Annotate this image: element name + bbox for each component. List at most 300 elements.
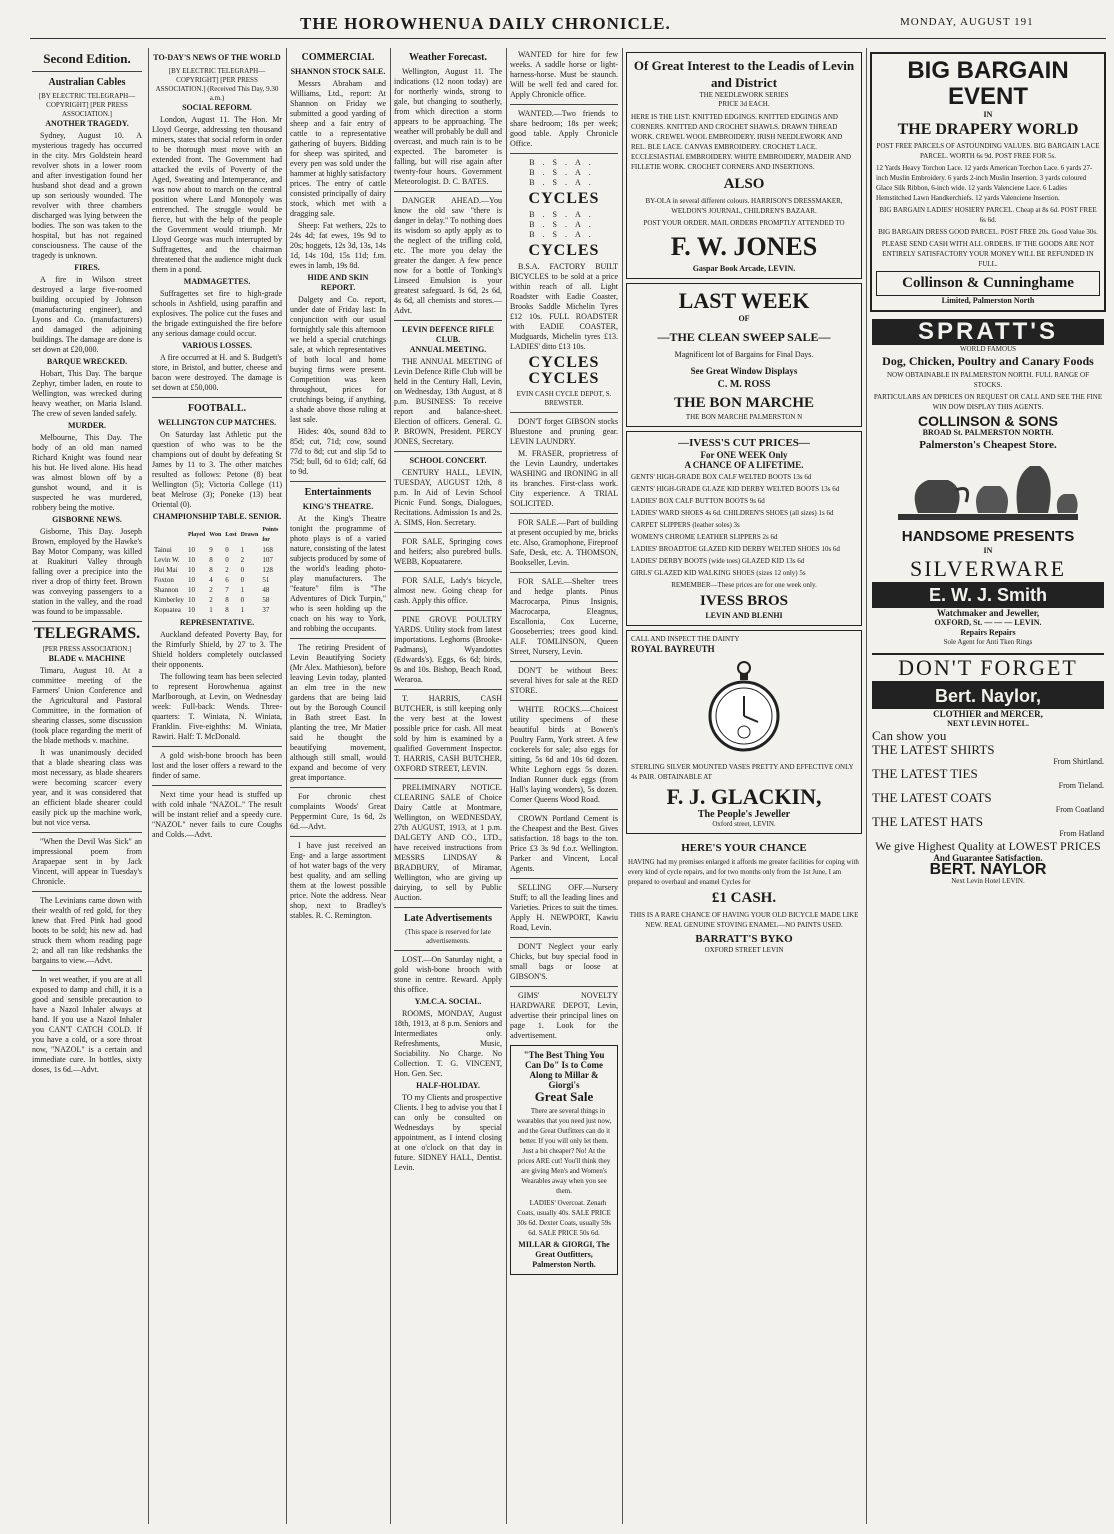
table-cell: 6 (225, 576, 229, 584)
story-text: The retiring President of Levin Beautifying Society (Mr Alex. Mathieson), before leaving Levin today, planted an elm tree in the new gardens that are being laid out by the Borough Council in Bath street East. In planting the tree, Mr Matier said he thought the beautifying movement, although still small, would expand and become of very great importance. (290, 643, 386, 782)
ad-text: POST YOUR ORDER. MAIL ORDERS PROMPTLY ATTENDED TO (643, 219, 845, 227)
ad-headline: ROYAL BAYREUTH (631, 644, 715, 654)
table-cell: 8 (225, 596, 229, 604)
table-cell: 58 (262, 596, 270, 604)
column-rule (622, 48, 623, 1524)
classified-ad: FOR SALE.—Shelter trees and hedge plants. Pinus Macrocarpa, Pinus Insignis, Macrocarpa, Eleagnus, Escallonia, Cox Lucerne, Gooseberries; trees good kind. ALF. TOMLINSON, Queen Street, Nursery, Levin. (510, 577, 618, 656)
table-cell: 0 (225, 546, 229, 554)
edition-heading: Second Edition. (43, 51, 131, 66)
line-origin: From Shirtland. (1053, 757, 1104, 766)
ad-title: BIG BARGAIN EVENT (907, 57, 1069, 110)
ad-text: CALL AND INSPECT THE DAINTY (631, 635, 740, 643)
line-item: THE LATEST TIES (872, 766, 978, 781)
story-text: Wellington, August 11. The indications (12 noon today) are for northerly winds, strong to gale, but changing to southerly, from which direction a storm appears to be approaching. The weather will probably be dull and overcast, and much rain is to be expected. The barometer is falling, but will rise again after twenty-four hours. Government Meteorologist. D. C. BATES. (394, 67, 502, 186)
story-text: Hides: 40s, sound 83d to 85d; cut, 71d; cow, sound 77d to 8d; cut and slip 5d to 75d; bull, 6d to 61d; calf, 6d to 9d. (290, 427, 386, 476)
divider (510, 878, 618, 879)
divider (290, 638, 386, 639)
ad-text: Magnificent lot of Bargains for Final Days. (674, 350, 814, 359)
price-item: GIRLS' GLAZED KID WALKING SHOES (sizes 12 only) 5s (631, 569, 806, 577)
table-header: Points for (262, 527, 279, 543)
divider (510, 661, 618, 662)
section-heading: Entertainments (304, 487, 372, 498)
table-title: CHAMPIONSHIP TABLE. SENIOR. (152, 512, 282, 521)
story-heading: MADMAGETTES. (183, 277, 251, 286)
column-world-news (152, 48, 282, 1524)
notice-heading: HALF-HOLIDAY. (416, 1081, 480, 1090)
table-cell: 10 (187, 566, 195, 574)
table-row (152, 575, 282, 585)
cycle-depot: EVIN CASH CYCLE DEPOT, S. BREWSTER. (516, 390, 612, 407)
table-cell: 10 (187, 606, 195, 614)
table-cell (280, 605, 282, 615)
story-text: It was unanimously decided that a blade shearing class was most necessary, as blade shearers were becoming scarcer every year, and it was considered that an efficient blade shearer could easily pick up the machine work, but not vice versa. (32, 748, 142, 827)
ad-merchant: COLLINSON & SONS (917, 413, 1058, 429)
column-classifieds (510, 48, 618, 1524)
ad-text: HAVING had my premises enlarged it affords me greater facilities for coping with every kind of cycle repairs, and for two months only from the 1st June, I am prepared to overhaul and enamel Cycles for (628, 858, 859, 886)
column-rule (866, 48, 867, 1524)
divider (394, 451, 502, 452)
line-item: THE LATEST COATS (872, 790, 992, 805)
notice-heading: LEVIN DEFENCE RIFLE CLUB. (401, 325, 494, 344)
story-text: DANGER AHEAD.—You know the old saw "there is danger in delay." To nothing does its wisdom so aptly apply as to the neglect of the trifling cold, etc. The more you delay the greater the danger. A few pence now for a bottle of Tonking's Linseed Emulsion is your greatest safeguard. Is 6d, 2s 6d, 4s 6d, all chemists and stores.—Advt. (394, 196, 502, 315)
big-bargain-ad (870, 52, 1106, 312)
table-cell (280, 565, 282, 575)
table-cell: Kopuatea (154, 606, 181, 614)
divider (510, 700, 618, 701)
price-item: WOMEN'S CHROME LEATHER SLIPPERS 2s 6d (631, 533, 778, 541)
ad-title: —IVESS'S CUT PRICES— (678, 437, 810, 449)
great-sale-ad (510, 1045, 618, 1275)
divider (394, 320, 502, 321)
ad-text: And Guarantee Satisfaction. (933, 853, 1043, 863)
table-row (152, 555, 282, 565)
ad-of: OF (738, 314, 750, 323)
story-heading: WELLINGTON CUP MATCHES. (157, 418, 277, 427)
classified-ad: WANTED for hire for few weeks. A saddle horse or light-harness-horse. Must be staunch. Will be well fed and cared for. Apply Chronicle office. (510, 50, 618, 99)
ad-sub: Repairs Repairs (960, 628, 1016, 637)
ad-address: BROAD St. PALMERSTON NORTH. (922, 428, 1054, 437)
naylor-clothier-ad (870, 650, 1106, 889)
table-cell: Hui Mai (154, 566, 178, 574)
table-cell: 8 (209, 556, 213, 564)
classified-ad: PRELIMINARY NOTICE. CLEARING SALE of Choice Dairy Cattle at Montmare, Wellington, on WEDNESDAY, 27th AUGUST, 1913, at 1 p.m. DALGETY AND CO., LTD., have received instructions from MESSRS LINDSAY & BRADBURY, of Miramar, Wellington, who are giving up dairying, to sell by Public Auction. (394, 783, 502, 902)
classified-ad: WHITE ROCKS.—Choicest utility specimens of these beautiful birds at Bowen's Poultry Farm, York street. A few cockerels for sale; also eggs for sitting, 5s 6d and 10s 6d dozen. White Leghorn eggs 5s dozen. Indian Runner duck eggs (from Hall's laying wonders), 5s dozen. Corner Queens Wood Road. (510, 705, 618, 804)
divider (394, 610, 502, 611)
divider (152, 397, 282, 398)
masthead-rule (30, 38, 1106, 39)
story-heading: MURDER. (68, 421, 106, 430)
ad-address: Oxford street, LEVIN. (712, 820, 776, 828)
table-cell (280, 585, 282, 595)
table-cell (280, 545, 282, 555)
ad-sub: CLOTHIER and MERCER, (933, 709, 1043, 719)
table-cell: 1 (240, 606, 245, 614)
notice-text: CENTURY HALL, LEVIN, TUESDAY, AUGUST 12th, 8 p.m. In Aid of Levin School Picnic Fund. Songs, Dialogues, Recitations. Admission 1s and 2s. A. SIMS, Hon. Secretary. (394, 468, 502, 527)
table-cell: Kimberley (154, 596, 184, 604)
cycles-heading: CYCLES (528, 354, 600, 371)
table-row (152, 545, 282, 555)
ad-text: REMEMBER—These prices are for one week only. (671, 581, 817, 589)
ad-title: SPRATT'S (872, 319, 1104, 345)
table-cell (280, 555, 282, 565)
table-cell: 107 (262, 556, 273, 564)
ad-merchant: Bert. Naylor, (872, 683, 1104, 709)
ad-headline: —THE CLEAN SWEEP SALE— (657, 330, 831, 344)
divider (510, 937, 618, 938)
column-rule (148, 48, 149, 1524)
cycles-heading: CYCLES (528, 190, 600, 207)
ad-store: THE BON MARCHE (673, 395, 814, 411)
table-cell: Levin W. (154, 556, 180, 564)
table-cell: 2 (225, 566, 229, 574)
table-cell: Shannon (154, 586, 179, 594)
column-rule (506, 48, 507, 1524)
table-cell: 4 (209, 576, 213, 584)
ad-list: 12 Yards Heavy Torchon Lace. 12 yards American Torchon Lace. 6 yards 27-inch Muslin Embroidery. 6 yards 2-inch Muslin Insertion. 3 yards coloured Glace Silk Ribbon, 6-inch wide. 12 yards Valenciene Lace. 6 Ladies Hemstitched Lawn Handkerchiefs. 12 yards Valenciene Insertion. (876, 164, 1093, 202)
table-cell: 10 (187, 576, 195, 584)
notice-heading: ANNUAL MEETING. (409, 345, 487, 354)
classified-ad: T. HARRIS, CASH BUTCHER, is still keeping only the very best at the lowest possible price for cash. All meat sold by him is examined by a qualified Government Inspector. T. HARRIS, CASH BUTCHER, OXFORD STREET, LEVIN. (394, 694, 502, 773)
bsa-line: B.S.A. B.S.A. B.S.A. (529, 210, 599, 239)
table-cell: 0 (240, 576, 245, 584)
story-text: In wet weather, if you are at all exposed to damp and chill, it is a good and sensible precaution to have a Nazol Inhaler always at hand. If you use a Nazol Inhaler you CAN'T CATCH COLD. If you have a cold, or a sore throat now, "NAZOL" is a certain and immediate cure. In bottles, sixty doses, 1s 6d.—Advt. (32, 975, 142, 1074)
story-text: A fire in Wilson street destroyed a large five-roomed building occupied by Johnson (manufacturing engineer), and Lyons and Co. (manufacturers) and damaged the adjoining buildings. The damage are done is set down at £20,000. (32, 275, 142, 354)
notice-text: ROOMS, MONDAY, August 18th, 1913, at 8 p.m. Seniors and Intermediates only. Refreshments, Music, Sociability. No Charge. No Collection. T. G. VINCENT, Hon. Gen. Sec. (394, 1009, 502, 1078)
price-list (631, 472, 857, 578)
classified-ad: WANTED.—Two friends to share bedroom; 18s per week; good table. Apply Chronicle Office. (510, 109, 618, 148)
table-cell: 2 (240, 556, 245, 564)
ad-text: LADIES' Overcoat. Zenarh Coats, usually 40s. SALE PRICE 30s 6d. Dexter Coats, usually 59s 6d. SALE PRICE 50s 6d. (517, 1199, 611, 1237)
ad-title: Great Sale (534, 1089, 594, 1104)
naylor-lines (872, 743, 1104, 839)
column-weather-notices (394, 48, 502, 1524)
table-cell: Tainui (154, 546, 172, 554)
table-cell: 0 (225, 556, 229, 564)
ad-text: PARTICULARS AN DPRICES ON REQUEST OR CALL AND SEE THE FINE WIN DOW DISPLAY THIS AGENTS. (873, 393, 1103, 411)
line-origin: From Hatland (1059, 829, 1104, 838)
section-heading: TO-DAY'S NEWS OF THE WORLD (153, 53, 281, 62)
story-text: Suffragettes set fire to high-grade schools in Ashfield, using paraffin and explosives. The police cut the fuses and the brigade extinguished the fire before any serious damage could occur. (152, 289, 282, 338)
ad-address: NEXT LEVIN HOTEL. (947, 719, 1029, 728)
table-cell (280, 575, 282, 585)
cycles-heading: CYCLES (528, 242, 600, 259)
classified-ad: DON'T forget GIBSON stocks Bluestone and pruning gear. LEVIN LAUNDRY. (510, 417, 618, 446)
story-heading: FIRES. (74, 263, 100, 272)
classified-ad: FOR SALE, Lady's bicycle, almost new. Going cheap for cash. Apply this office. (394, 576, 502, 605)
table-cell: 0 (240, 566, 245, 574)
table-cell: Foxton (154, 576, 174, 584)
classified-ad: DON'T Neglect your early Chicks, but buy special food in small bags or loose at GIBSON'S. (510, 942, 618, 981)
table-cell: 10 (187, 556, 195, 564)
ad-title: Of Great Interest to the Leadis of Levin and District (633, 58, 855, 90)
ad-text: There are several things in wearables that you need just now, and the Great Outfitters can do it better. If you will only let them. Just a bit cheaper? No! At the prices ARE cut! You'll think they are giving Men's and Women's Wearables away when you see them. (516, 1107, 612, 1195)
ad-address: OXFORD STREET LEVIN (704, 946, 784, 954)
divider (394, 689, 502, 690)
table-header: Won (209, 532, 222, 538)
ad-sub: A CHANCE OF A LIFETIME. (684, 460, 804, 470)
column-right-ads (870, 48, 1106, 1524)
ad-text: Can show you (872, 728, 947, 743)
ad-sub: For ONE WEEK Only (700, 450, 788, 460)
divider (290, 481, 386, 482)
ad-list: HERE IS THE LIST: KNITTED EDGINGS. KNITTED EDGINGS AND CORNERS. KNITTED AND CROCHET SHAWLS. DRAWN THREAD WORK. CREWEL WOOL EMBROIDERY. IRISH NEEDLEWORK AND REL. BLE LACE. CANVAS EMBROIDERY. CROCHET LACE. ECCLESIASTIAL EMBROIDERY. WHITE EMBROIDERY, MADEIR AND FILLETIE WORK. CROCHET CORNERS AND INSERTIONS. (631, 113, 852, 171)
column-rule (286, 48, 287, 1524)
tea-set-icon (888, 458, 1088, 524)
ad-headline: SILVERWARE (909, 556, 1067, 581)
story-text: Auckland defeated Poverty Bay, for the Rimfurly Shield, by 27 to 3. The Shield holders completely outclassed their opponents. (152, 630, 282, 669)
issue-date: MONDAY, AUGUST 191 (900, 16, 1034, 28)
classified-ad: B.S.A. FACTORY BUILT BICYCLES to be sold at a price within reach of all. Light Roadster with Eadie Coaster, Brooks Saddle Michelin Tyres £12 10s. FULL ROADSTER with EADIE COASTER, Mudguards, Michelin tyres £13. LADIES' ditto £13 10s. (510, 262, 618, 351)
story-text: Dalgety and Co. report, under date of Friday last: In conjunction with our usual fortnightly sale this afternoon we held a special crutchings sale, at which representatives of both local and home buying firms were present. Competition was keen throughout, prices for crutchings being, if anything, a shade above those ruling at last sale. (290, 295, 386, 424)
ad-sub: WORLD FAMOUS (959, 345, 1017, 353)
divider (510, 153, 618, 154)
story-text: London, August 11. The Hon. Mr Lloyd George, addressing ten thousand miners, states that social reform in order to be thorough must move with an extended front. The Government had attacked the evils of Poverty of the Aged, Sweating and Intemperance, and was now about to march on the central position where Land Monopoly was entrenched. The struggle would be fierce, but with the help of the people the Government would triumph. Mr Lloyd George was much interrupted by Suffragettes, and the chairman threatened that the audience might duck them in a pond. (152, 115, 282, 274)
ad-text: NOW OBTAINABLE IN PALMERSTON NORTH. FULL RANGE OF STOCKS. (886, 371, 1090, 389)
divider (394, 532, 502, 533)
story-text: For chronic chest complaints Woods' Great Peppermint Cure, 1s 6d, 2s 6d.—Advt. (290, 792, 386, 831)
ad-address: Next Levin Hotel LEVIN. (951, 877, 1025, 885)
newspaper-title: THE HOROWHENUA DAILY CHRONICLE. (300, 14, 671, 33)
divider (510, 513, 618, 514)
story-heading: ANOTHER TRAGEDY. (45, 119, 129, 128)
table-cell: 9 (209, 546, 213, 554)
classified-ad: LOST.—On Saturday night, a gold wish-bone brooch with stone in centre. Reward. Apply this office. (394, 955, 502, 994)
story-text: Sheep: Fat wethers, 22s to 24s 4d; fat ewes, 19s 9d to 20s; hoggets, 12s 3d, 13s, 14s 1d, 14s 10d, 15s 11d; f.m. ewes in lamb, 19s 8d. (290, 221, 386, 270)
table-cell: 128 (262, 566, 273, 574)
notice-heading: SCHOOL CONCERT. (409, 456, 487, 465)
ad-signature: MILLAR & GIORGI, The Great Outfitters, Palmerston North. (518, 1240, 610, 1269)
divider (394, 907, 502, 908)
section-heading: COMMERCIAL (301, 52, 375, 63)
table-cell: 10 (187, 546, 195, 554)
ad-text: We give Highest Quality at LOWEST PRICES (875, 839, 1101, 853)
story-text: The following team has been selected to represent Horowhenua against Marlborough, at Levin, on Wednesday week: Full-back: Wends. Three-quarters: T. Winiata, N. Winiata, Franklin. Five-eighths: M. Winiata, Rawiri. Half: T. McDonald. (152, 672, 282, 741)
classified-ad: FOR SALE.—Part of building at present occupied by me, bricks etc. Also, Gramophone, Fireproof Safe, Desk, etc. A. THOMSON, Bookseller, Levin. (510, 518, 618, 567)
ad-title: DON'T FORGET (872, 653, 1104, 683)
section-heading: Weather Forecast. (409, 52, 487, 63)
table-cell: 1 (209, 606, 213, 614)
ad-sub: Palmerston's Cheapest Store. (919, 439, 1057, 451)
column-news-cables (32, 48, 142, 1524)
ad-address: Gaspar Book Arcade, LEVIN. (692, 264, 796, 273)
ad-text: POST FREE PARCELS OF ASTOUNDING VALUES. BIG BARGAIN LACE PARCEL. WORTH 6s 9d. POST FREE FOR 5s. (876, 142, 1100, 160)
ad-price: PRICE 3d EACH. (718, 100, 770, 108)
ad-merchant: C. M. ROSS (717, 379, 771, 390)
ad-address: LEVIN AND BLENHI (705, 611, 783, 620)
story-text: Next time your head is stuffed up with cold inhale "NAZOL." The result will be instant relief and a speedy cure. "NAZOL" never fails to cure Coughs and Colds.—Advt. (152, 790, 282, 839)
section-heading: TELEGRAMS. (33, 625, 141, 642)
table-header: Drawn (240, 532, 259, 538)
byline: [PER PRESS ASSOCIATION.] (42, 645, 132, 653)
table-cell: 10 (187, 586, 195, 594)
divider (510, 412, 618, 413)
table-row (152, 595, 282, 605)
ad-title: HANDSOME PRESENTS (901, 528, 1075, 545)
classified-ad: M. FRASER, proprietress of the Levin Laundry, undertakes WASHING and IRONING in all its branches. First-class work. City experience. A TRIAL SOLICITED. (510, 449, 618, 508)
table-cell: 168 (262, 546, 273, 554)
ad-headline: "The Best Thing You Can Do" Is to Come Along to Millar & Giorgi's (523, 1050, 605, 1090)
ad-text: STERLING SILVER MOUNTED VASES PRETTY AND EFFECTIVE ONLY 4s PAIR. OBTAINABLE AT (631, 763, 854, 781)
cycles-heading: CYCLES (528, 370, 600, 387)
line-origin: From Tieland. (1058, 781, 1104, 790)
silverware-ad (870, 455, 1106, 650)
story-heading: HIDE AND SKIN REPORT. (307, 273, 369, 292)
divider (32, 970, 142, 971)
ad-text: BIG BARGAIN LADIES' HOSIERY PARCEL. Cheap at 8s 6d. POST FREE 6s 6d. (879, 206, 1097, 224)
divider (152, 785, 282, 786)
ad-title: HERE'S YOUR CHANCE (681, 842, 807, 854)
line-item: THE LATEST HATS (872, 814, 983, 829)
ad-sub: THE NEEDLEWORK SERIES (699, 91, 789, 99)
divider (510, 809, 618, 810)
table-header: Played (187, 532, 206, 538)
bsa-line: B.S.A. B.S.A. B.S.A. (529, 158, 599, 187)
divider (394, 778, 502, 779)
ad-address: Limited, Palmerston North (941, 296, 1035, 305)
ad-signature: BERT. NAYLOR (929, 861, 1047, 878)
classified-ad: SELLING OFF.—Nursery Stuff; to all the leading lines and Varieties. Prices to suit the times. Apply H. NEWPORT, Kawiu Road, Levin. (510, 883, 618, 932)
table-cell: 51 (262, 576, 270, 584)
divider (510, 572, 618, 573)
story-text: Messrs Abraham and Williams, Ltd., report: At Shannon on Friday we submitted a good yarding of sheep and a fair entry of cattle to a representative gathering of buyers. Bidding for sheep was spirited, and every pen was sold under the hammer at highly satisfactory prices. The entry of cattle consisted principally of dairy stock, which met with a dragging sale. (290, 79, 386, 218)
divider (290, 836, 386, 837)
classified-ad: GIMS' NOVELTY HARDWARE DEPOT, Levin, advertise their principal lines on page 1. Look for the advertisement. (510, 991, 618, 1040)
column-display-ads (626, 48, 862, 1524)
line-item: THE LATEST SHIRTS (872, 742, 995, 757)
byline: [BY ELECTRIC TELEGRAPH—COPYRIGHT] [PER PRESS ASSOCIATION.] (Received This Day, 9.30 a.m.) (155, 67, 279, 102)
story-heading: SOCIAL REFORM. (182, 103, 252, 112)
story-text: A gold wish-bone brooch has been lost and the loser offers a reward to the finder of same. (152, 751, 282, 780)
price-item: GENTS' HIGH-GRADE GLAZE KID DERBY WELTED BOOTS 13s 6d (631, 485, 840, 493)
ad-title: LAST WEEK (678, 288, 810, 313)
championship-table (152, 525, 282, 615)
table-cell: 2 (209, 586, 213, 594)
divider (290, 787, 386, 788)
table-header (152, 525, 186, 545)
story-heading: VARIOUS LOSSES. (181, 341, 253, 350)
table-cell (280, 595, 282, 605)
ad-text: Sole Agent for Anti Tken Rings (943, 638, 1033, 646)
table-cell: 7 (225, 586, 229, 594)
ad-merchant: F. W. JONES (670, 232, 818, 261)
ad-sub: The People's Jeweller (697, 809, 791, 820)
story-text: Melbourne, This Day. The body of an old man named Richard Knight was found near his hut. He lived alone. His head was almost blown off by a gunshot wound, and it is suspected he was murdered, robbery being the motive. (32, 433, 142, 512)
story-text: Timaru, August 10. At a committee meeting of the Farmers' Union Conference and the Agricultural and Pastoral Committee, in the formation of shearing classes, some discussion (took place regarding the merit of the blade methods v. machine. (32, 666, 142, 745)
story-text: "When the Devil Was Sick" an impressional poem from Arapaepae sent in by Jack Vincent, will appear in Tuesday's Chronicle. (32, 837, 142, 886)
column-commercial (290, 48, 386, 1524)
ad-address: OXFORD, St. — — — LEVIN. (934, 618, 1042, 627)
story-heading: BARQUE WRECKED. (46, 357, 128, 366)
spratts-ad (870, 316, 1106, 455)
divider (32, 71, 142, 72)
ad-merchant: Collinson & Cunninghame (876, 271, 1100, 296)
ad-in: IN (983, 546, 993, 555)
table-cell: 48 (262, 586, 270, 594)
table-header: Lost (225, 532, 237, 538)
classified-ad: CROWN Portland Cement is the Cheapest and the Best. Gives satisfaction. 18 bags to the ton. Price £3 3s 9d f.o.r. Wellington. Parker and Vincent, Local Agents. (510, 814, 618, 873)
story-text: At the King's Theatre tonight the programme of photo plays is of a varied nature, consisting of the latest subjects produced by some of the world's leading photo-play manufacturers. The "feature" film is "The Adventures of Dick Turpin," who is seen holding up the coach on his way to York, and robbing the occupants. (290, 514, 386, 633)
ad-price: £1 CASH. (711, 890, 777, 906)
story-heading: GISBORNE NEWS. (52, 515, 122, 524)
story-heading: REPRESENTATIVE. (179, 618, 255, 627)
price-item: LADIES' WARD SHOES 4s 6d. CHILDREN'S SHOES (all sizes) 1s 6d (631, 509, 834, 517)
table-header (280, 525, 282, 545)
ad-merchant: IVESS BROS (700, 593, 788, 609)
table-cell: 37 (262, 606, 270, 614)
notice-text: TO my Clients and prospective Clients. I beg to advise you that I can only be consulted on Wednesdays by special appointment, as I intend closing at one o'clock on that day in future. SIDNEY HALL, Dentist. Levin. (394, 1093, 502, 1172)
ivess-cut-prices-ad (626, 431, 862, 626)
ad-merchant: E. W. J. Smith (872, 582, 1104, 608)
section-heading: Late Advertisements (403, 913, 493, 924)
table-cell: 10 (187, 596, 195, 604)
section-heading: FOOTBALL. (187, 403, 247, 414)
price-item: CARPET SLIPPERS (leather soles) 3s (631, 521, 740, 529)
ad-merchant: F. J. GLACKIN, (666, 784, 822, 809)
ad-text: BIG BARGAIN DRESS GOOD PARCEL. POST FREE 20s. Good Value 30s. (878, 228, 1098, 236)
notice-text: THE ANNUAL MEETING of Levin Defence Rifle Club will be held in the Century Hall, Levin, on Wednesday, 13th August, at 8 p.m. BUSINESS: To receive report and balance-sheet. Election of officers. General. G. P. BROWN, President. PERCY JONES, Secretary. (394, 357, 502, 446)
ad-text: THIS IS A RARE CHANCE OF HAVING YOUR OLD BICYCLE MADE LIKE NEW. REAL GENUINE STOVING ENAMEL—NO PAINTS USED. (629, 911, 859, 929)
table-cell: 8 (225, 606, 229, 614)
table-cell: 8 (209, 566, 213, 574)
story-text: Sydney, August 10. A mysterious tragedy has occurred in the city. Mrs Goldstein heard revolver shots in a lower room and after investigation found her husband shot dead and a grown up son seriously wounded. The revolver with three chambers discharged was lying between the bodies. The son was taken to the hospital, but has not regained consciousness. The cause of the tragedy is unknown. (32, 131, 142, 260)
price-item: LADIES' DERBY BOOTS (wide toes) GLAZED KID 13s 6d (631, 557, 805, 565)
ad-text: PLEASE SEND CASH WITH ALL ORDERS. IF THE GOODS ARE NOT ENTIRELY SATISFACTORY YOUR MONEY WILL BE REFUNDED IN FULL. (881, 240, 1095, 268)
divider (510, 986, 618, 987)
story-heading: KING'S THEATRE. (302, 502, 374, 511)
story-heading: SHANNON STOCK SALE. (290, 67, 386, 76)
story-text: I have just received an Eng- and a large assortment of hot water bags of the very best quality, and am selling them at the lowest possible price. Note the address. Near shop, next to Bradley's stables. R. C. Remington. (290, 841, 386, 920)
ad-sub: Watchmaker and Jeweller, (936, 608, 1040, 618)
divider (394, 571, 502, 572)
divider (152, 746, 282, 747)
table-row (152, 565, 282, 575)
table-cell: 1 (240, 546, 245, 554)
byline: (This space is reserved for late advertisements. (405, 928, 491, 945)
table-row (152, 605, 282, 615)
divider (32, 832, 142, 833)
ad-in: IN (983, 110, 993, 119)
ad-text: See Great Window Displays (690, 366, 798, 376)
story-text: A fire occurred at H. and S. Budgett's store, in Bristol, and butter, cheese and bacon were destroyed. The damage is set down at £50,000. (152, 353, 282, 392)
divider (32, 891, 142, 892)
byline: [BY ELECTRIC TELEGRAPH—COPYRIGHT] [PER PRESS ASSOCIATION.] (38, 92, 136, 118)
line-origin: From Coatland (1055, 805, 1104, 814)
ad-address: THE BON MARCHE PALMERSTON N (685, 413, 803, 421)
classified-ad: FOR SALE, Springing cows and heifers; also purebred bulls. WEBB, Kopuatarere. (394, 537, 502, 566)
ad-headline: Dog, Chicken, Poultry and Canary Foods (882, 354, 1094, 368)
masthead (0, 0, 1114, 40)
section-heading: Australian Cables (48, 77, 126, 88)
notice-heading: Y.M.C.A. SOCIAL. (414, 997, 482, 1006)
needlework-ad (626, 52, 862, 279)
price-item: LADIES' BOX CALF BUTTON BOOTS 9s 6d (631, 497, 765, 505)
clean-sweep-ad (626, 283, 862, 427)
classified-ad: DON'T be without Bees: several hives for sale at the RED STORE. (510, 666, 618, 695)
table-row (152, 585, 282, 595)
glackin-jeweller-ad (626, 630, 862, 834)
ad-headline: THE DRAPERY WORLD (897, 121, 1079, 138)
story-text: On Saturday last Athletic put the question of who was to be the champions out of doubt by defeating St James by 11 to 3. The other matches resulted as follows: Petone (8) beat Wellington (5); Victoria College (11) beat Melrose (3); Poneke (13) beat Oriental (0). (152, 430, 282, 509)
ad-also: ALSO (723, 176, 765, 192)
table-cell: 1 (240, 586, 245, 594)
story-text: Hobart, This Day. The barque Zephyr, timber laden, en route to Wellington, was wrecked during heavy weather, on Maria Island. The crew of seven landed safely. (32, 369, 142, 418)
ad-text: BY-OLA in several different colours. HARRISON'S DRESSMAKER, WELDON'S JOURNAL, CHILDREN'S BAZAAR. (645, 197, 843, 215)
price-item: LADIES' BROADTOE GLAZED KID DERBY WELTED SHOES 10s 6d (631, 545, 840, 553)
pocket-watch-icon (706, 660, 782, 756)
story-heading: BLADE v. MACHINE (48, 654, 126, 663)
table-cell: 0 (240, 596, 245, 604)
price-item: GENTS' HIGH-GRADE BOX CALF WELTED BOOTS 13s 6d (631, 473, 812, 481)
